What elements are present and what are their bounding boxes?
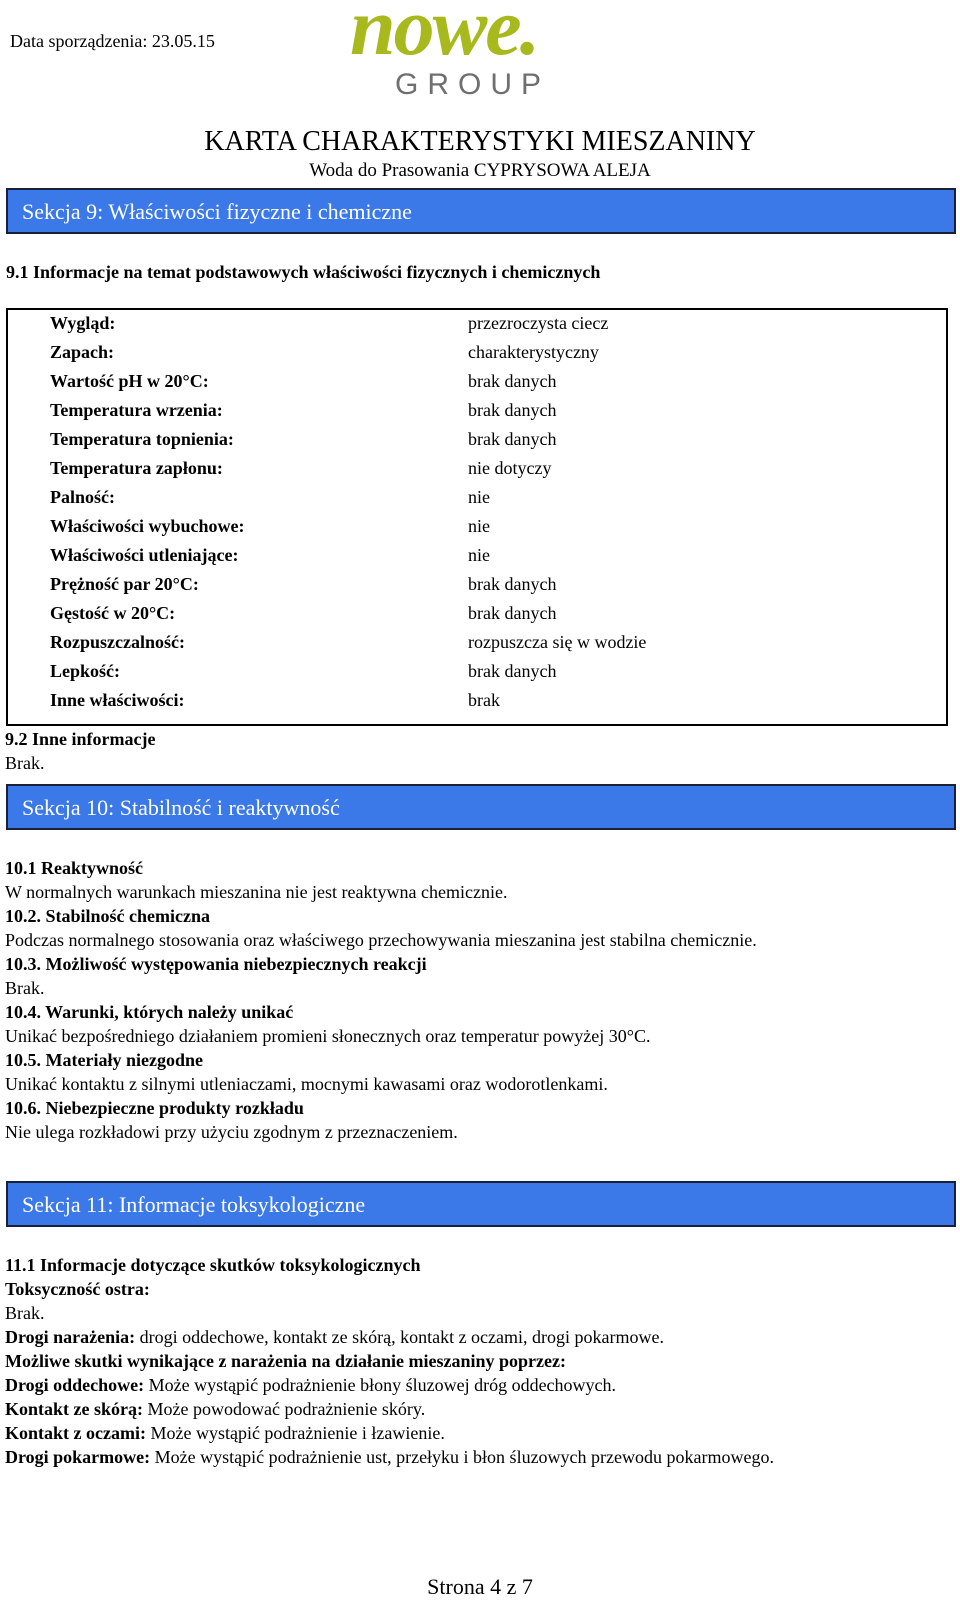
section-10-6-text: Nie ulega rozkładowi przy użyciu zgodnym z przeznaczeniem. <box>5 1122 458 1142</box>
property-label: Prężność par 20°C: <box>50 574 199 594</box>
section-9-header <box>6 188 956 234</box>
section-10-5-text: Unikać kontaktu z silnymi utleniaczami, mocnymi kawasami oraz wodorotlenkami. <box>5 1074 608 1094</box>
property-label: Temperatura wrzenia: <box>50 400 223 420</box>
possible-effects-heading: Możliwe skutki wynikające z narażenia na działanie mieszaniny poprzez: <box>5 1351 566 1371</box>
property-value: brak <box>468 690 500 710</box>
property-value: przezroczysta ciecz <box>468 313 609 333</box>
property-label: Lepkość: <box>50 661 121 681</box>
property-value: charakterystyczny <box>468 342 599 362</box>
section-10-3-text: Brak. <box>5 978 45 998</box>
property-value: brak danych <box>468 400 557 420</box>
skin-contact-line <box>5 1399 425 1420</box>
property-row <box>8 629 946 658</box>
eye-contact-text: Może wystąpić podrażnienie i łzawienie. <box>145 1423 445 1443</box>
property-label: Temperatura topnienia: <box>50 429 234 449</box>
property-label: Wartość pH w 20°C: <box>50 371 209 391</box>
section-9-2-text: Brak. <box>5 753 45 773</box>
property-row <box>8 571 946 600</box>
section-10-4-heading: 10.4. Warunki, których należy unikać <box>5 1002 294 1022</box>
property-label: Temperatura zapłonu: <box>50 458 223 478</box>
property-value: brak danych <box>468 661 557 681</box>
property-row <box>8 600 946 629</box>
property-row <box>8 397 946 426</box>
property-row <box>8 484 946 513</box>
property-value: brak danych <box>468 603 557 623</box>
respiratory-line <box>5 1375 616 1396</box>
property-label: Palność: <box>50 487 115 507</box>
property-value: brak danych <box>468 371 557 391</box>
section-10-3-heading: 10.3. Możliwość występowania niebezpiecznych reakcji <box>5 954 427 974</box>
properties-table <box>6 308 948 726</box>
property-row <box>8 426 946 455</box>
property-row <box>8 513 946 542</box>
company-logo <box>350 0 590 104</box>
property-label: Wygląd: <box>50 313 116 333</box>
ingestion-label: Drogi pokarmowe: <box>5 1447 151 1467</box>
section-9-title: Sekcja 9: Właściwości fizyczne i chemiczne <box>22 199 412 224</box>
section-10-5-heading: 10.5. Materiały niezgodne <box>5 1050 203 1070</box>
section-10-title: Sekcja 10: Stabilność i reaktywność <box>22 795 340 820</box>
property-row <box>8 687 946 716</box>
property-row <box>8 542 946 571</box>
property-value: nie <box>468 487 490 507</box>
property-value: nie <box>468 545 490 565</box>
section-9-1-heading: 9.1 Informacje na temat podstawowych właściwości fizycznych i chemicznych <box>6 262 601 282</box>
property-label: Gęstość w 20°C: <box>50 603 176 623</box>
section-10-header <box>6 784 956 830</box>
eye-contact-label: Kontakt z oczami: <box>5 1423 146 1443</box>
section-10-2-heading: 10.2. Stabilność chemiczna <box>5 906 210 926</box>
skin-contact-text: Może powodować podrażnienie skóry. <box>143 1399 426 1419</box>
exposure-routes-text: drogi oddechowe, kontakt ze skórą, kontakt z oczami, drogi pokarmowe. <box>135 1327 664 1347</box>
ingestion-line <box>5 1447 774 1468</box>
property-label: Rozpuszczalność: <box>50 632 185 652</box>
exposure-routes-line <box>5 1327 664 1348</box>
property-row <box>8 455 946 484</box>
ingestion-text: Może wystąpić podrażnienie ust, przełyku i błon śluzowych przewodu pokarmowego. <box>150 1447 774 1467</box>
section-10-1-text: W normalnych warunkach mieszanina nie jest reaktywna chemicznie. <box>5 882 508 902</box>
eye-contact-line <box>5 1423 445 1444</box>
section-11-1-heading: 11.1 Informacje dotyczące skutków toksykologicznych <box>5 1255 421 1275</box>
property-row <box>8 339 946 368</box>
section-10-4-text: Unikać bezpośredniego działaniem promieni słonecznych oraz temperatur powyżej 30°C. <box>5 1026 651 1046</box>
property-row <box>8 368 946 397</box>
respiratory-text: Może wystąpić podrażnienie błony śluzowej dróg oddechowych. <box>144 1375 617 1395</box>
section-10-2-text: Podczas normalnego stosowania oraz właściwego przechowywania mieszanina jest stabilna chemicznie. <box>5 930 757 950</box>
document-title: KARTA CHARAKTERYSTYKI MIESZANINY <box>204 126 756 157</box>
acute-toxicity-text: Brak. <box>5 1303 45 1323</box>
property-value: rozpuszcza się w wodzie <box>468 632 647 652</box>
logo-group-text: GROUP <box>395 68 551 101</box>
property-row <box>8 658 946 687</box>
section-10-1-heading: 10.1 Reaktywność <box>5 858 143 878</box>
section-11-title: Sekcja 11: Informacje toksykologiczne <box>22 1192 366 1217</box>
exposure-routes-label: Drogi narażenia: <box>5 1327 136 1347</box>
section-10-6-heading: 10.6. Niebezpieczne produkty rozkładu <box>5 1098 304 1118</box>
logo-brand-text: nowe. <box>350 0 539 72</box>
property-value: nie <box>468 516 490 536</box>
document-subtitle: Woda do Prasowania CYPRYSOWA ALEJA <box>309 160 651 181</box>
acute-toxicity-heading: Toksyczność ostra: <box>5 1279 150 1299</box>
property-label: Zapach: <box>50 342 115 362</box>
property-label: Właściwości utleniające: <box>50 545 239 565</box>
property-value: brak danych <box>468 574 557 594</box>
skin-contact-label: Kontakt ze skórą: <box>5 1399 143 1419</box>
respiratory-label: Drogi oddechowe: <box>5 1375 145 1395</box>
section-9-2-heading: 9.2 Inne informacje <box>5 729 156 749</box>
property-label: Inne właściwości: <box>50 690 185 710</box>
property-value: nie dotyczy <box>468 458 552 478</box>
page-number: Strona 4 z 7 <box>427 1574 533 1599</box>
property-row <box>8 310 946 339</box>
property-value: brak danych <box>468 429 557 449</box>
document-date: Data sporządzenia: 23.05.15 <box>10 31 215 51</box>
section-11-header <box>6 1181 956 1227</box>
property-label: Właściwości wybuchowe: <box>50 516 245 536</box>
